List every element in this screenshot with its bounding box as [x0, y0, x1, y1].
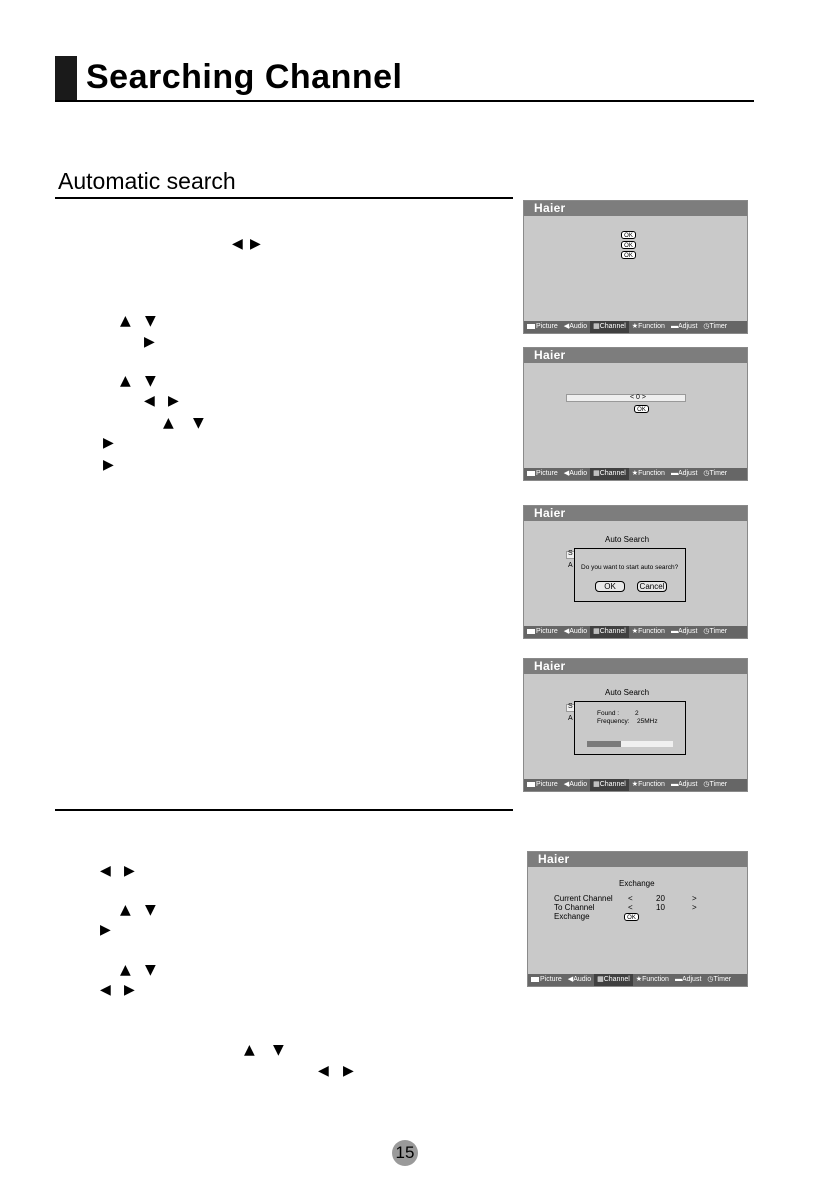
- picture-icon: [527, 629, 535, 634]
- progress-bar: [587, 741, 673, 747]
- menu-tab-bar: [524, 321, 747, 333]
- up-arrow-icon: ▲: [244, 1042, 255, 1058]
- to-channel-label: To Channel: [554, 903, 595, 912]
- found-label: Found :: [597, 710, 620, 717]
- tab-picture: Picture: [524, 626, 561, 638]
- clock-icon: ◷: [703, 781, 710, 788]
- section-title: Automatic search: [58, 168, 236, 194]
- progress-dialog: [574, 701, 686, 755]
- menu-tab-bar: [524, 626, 747, 638]
- down-arrow-icon: ▼: [193, 415, 204, 431]
- exchange-label: Exchange: [554, 912, 590, 921]
- screen-title: Auto Search: [605, 535, 650, 544]
- tab-audio: ◀Audio: [567, 976, 592, 983]
- current-channel-value: 20: [656, 894, 665, 903]
- picture-icon: [531, 977, 539, 982]
- up-arrow-icon: ▲: [120, 902, 131, 918]
- tab-function: ★Function: [631, 323, 665, 330]
- page-title: Searching Channel: [86, 58, 403, 96]
- screen-header: [524, 506, 747, 521]
- clock-icon: ◷: [707, 976, 714, 983]
- adjust-icon: ▬: [670, 323, 678, 330]
- up-arrow-icon: ▲: [120, 962, 131, 978]
- screen-header: [524, 201, 747, 216]
- star-icon: ★: [631, 470, 639, 477]
- star-icon: ★: [631, 781, 639, 788]
- right-arrow-icon: ▶: [124, 863, 135, 879]
- tab-timer: ◷Timer: [707, 976, 732, 983]
- grid-icon: ▦: [593, 323, 600, 330]
- haier-logo: Haier: [534, 506, 566, 520]
- menu-tab-bar: [524, 468, 747, 480]
- screen-header: [528, 852, 747, 867]
- tab-timer: ◷Timer: [703, 470, 728, 477]
- clock-icon: ◷: [703, 323, 710, 330]
- picture-icon: [527, 324, 535, 329]
- found-value: 2: [635, 710, 639, 717]
- tab-adjust: ▬Adjust: [670, 470, 698, 477]
- tab-adjust: ▬Adjust: [670, 781, 698, 788]
- tab-audio: ◀Audio: [563, 781, 588, 788]
- ok-icon: OK: [621, 251, 636, 259]
- title-divider: [55, 100, 754, 102]
- star-icon: ★: [631, 323, 639, 330]
- tab-adjust: ▬Adjust: [670, 628, 698, 635]
- current-channel-right: >: [692, 894, 697, 903]
- tab-adjust: ▬Adjust: [674, 976, 702, 983]
- tab-audio: ◀Audio: [563, 628, 588, 635]
- screen-header: [524, 348, 747, 363]
- behind-s-letter: S: [568, 703, 573, 710]
- tv-menu-screen-2: [523, 347, 748, 481]
- tv-menu-screen-4: [523, 658, 748, 792]
- haier-logo: Haier: [534, 659, 566, 673]
- ok-button[interactable]: OK: [595, 581, 625, 592]
- tab-picture: Picture: [528, 974, 565, 986]
- grid-icon: ▦: [593, 781, 600, 788]
- tab-audio: ◀Audio: [563, 470, 588, 477]
- confirm-dialog: [574, 548, 686, 602]
- picture-icon: [527, 471, 535, 476]
- tab-picture: Picture: [524, 468, 561, 480]
- picture-icon: [527, 782, 535, 787]
- right-arrow-icon: ▶: [168, 393, 179, 409]
- tab-channel: ▦Channel: [590, 321, 629, 333]
- right-arrow-icon: ▶: [124, 982, 135, 998]
- tab-channel: ▦Channel: [590, 468, 629, 480]
- down-arrow-icon: ▼: [273, 1042, 284, 1058]
- ok-icon: OK: [621, 231, 636, 239]
- progress-fill: [587, 741, 621, 747]
- tab-timer: ◷Timer: [703, 781, 728, 788]
- tab-function: ★Function: [631, 470, 665, 477]
- behind-s-letter: S: [568, 550, 573, 557]
- ok-icon: OK: [621, 241, 636, 249]
- tab-channel: ▦Channel: [590, 779, 629, 791]
- right-arrow-icon: ▶: [100, 922, 111, 938]
- left-arrow-icon: ◀: [144, 393, 155, 409]
- down-arrow-icon: ▼: [145, 902, 156, 918]
- adjust-icon: ▬: [670, 628, 678, 635]
- page-number: 15: [392, 1140, 418, 1166]
- to-channel-right: >: [692, 903, 697, 912]
- right-arrow-icon: ▶: [343, 1063, 354, 1079]
- down-arrow-icon: ▼: [145, 313, 156, 329]
- tab-function: ★Function: [635, 976, 669, 983]
- right-arrow-icon: ▶: [103, 435, 114, 451]
- speaker-icon: ◀: [567, 976, 574, 983]
- right-arrow-icon: ▶: [250, 236, 261, 252]
- up-arrow-icon: ▲: [120, 313, 131, 329]
- left-arrow-icon: ◀: [318, 1063, 329, 1079]
- behind-a-letter: A: [568, 715, 573, 722]
- menu-tab-bar: [528, 974, 747, 986]
- haier-logo: Haier: [534, 201, 566, 215]
- left-arrow-icon: ◀: [100, 982, 111, 998]
- left-arrow-icon: ◀: [100, 863, 111, 879]
- tab-timer: ◷Timer: [703, 323, 728, 330]
- tab-function: ★Function: [631, 781, 665, 788]
- adjust-icon: ▬: [670, 781, 678, 788]
- adjust-icon: ▬: [670, 470, 678, 477]
- right-arrow-icon: ▶: [103, 457, 114, 473]
- speaker-icon: ◀: [563, 323, 570, 330]
- up-arrow-icon: ▲: [163, 415, 174, 431]
- tab-audio: ◀Audio: [563, 323, 588, 330]
- tab-channel: ▦Channel: [590, 626, 629, 638]
- speaker-icon: ◀: [563, 470, 570, 477]
- to-channel-left: <: [628, 903, 633, 912]
- to-channel-value: 10: [656, 903, 665, 912]
- clock-icon: ◷: [703, 628, 710, 635]
- grid-icon: ▦: [593, 628, 600, 635]
- tv-menu-screen-3: [523, 505, 748, 639]
- clock-icon: ◷: [703, 470, 710, 477]
- cancel-button[interactable]: Cancel: [637, 581, 667, 592]
- tab-adjust: ▬Adjust: [670, 323, 698, 330]
- frequency-value: 25MHz: [637, 718, 658, 725]
- section-divider: [55, 197, 513, 199]
- speaker-icon: ◀: [563, 628, 570, 635]
- speaker-icon: ◀: [563, 781, 570, 788]
- current-channel-label: Current Channel: [554, 894, 613, 903]
- down-arrow-icon: ▼: [145, 962, 156, 978]
- adjust-icon: ▬: [674, 976, 682, 983]
- frequency-label: Frequency:: [597, 718, 630, 725]
- grid-icon: ▦: [593, 470, 600, 477]
- value-row-bar: [566, 394, 686, 402]
- menu-tab-bar: [524, 779, 747, 791]
- ok-icon: OK: [634, 405, 649, 413]
- ok-icon: OK: [624, 913, 639, 921]
- down-arrow-icon: ▼: [145, 373, 156, 389]
- tab-picture: Picture: [524, 779, 561, 791]
- tab-function: ★Function: [631, 628, 665, 635]
- right-arrow-icon: ▶: [144, 334, 155, 350]
- grid-icon: ▦: [597, 976, 604, 983]
- tab-picture: Picture: [524, 321, 561, 333]
- screen-title: Auto Search: [605, 688, 650, 697]
- tab-channel: ▦Channel: [594, 974, 633, 986]
- tab-timer: ◷Timer: [703, 628, 728, 635]
- tv-menu-screen-1: [523, 200, 748, 334]
- up-arrow-icon: ▲: [120, 373, 131, 389]
- screen-header: [524, 659, 747, 674]
- star-icon: ★: [631, 628, 639, 635]
- behind-a-letter: A: [568, 562, 573, 569]
- haier-logo: Haier: [534, 348, 566, 362]
- tv-menu-screen-5: [527, 851, 748, 987]
- screen-title: Exchange: [619, 879, 655, 888]
- star-icon: ★: [635, 976, 643, 983]
- dialog-text: Do you want to start auto search?: [581, 564, 679, 571]
- value-row: < 0 >: [630, 394, 646, 401]
- title-marker: [55, 56, 77, 100]
- section-divider-2: [55, 809, 513, 811]
- current-channel-left: <: [628, 894, 633, 903]
- haier-logo: Haier: [538, 852, 570, 866]
- left-arrow-icon: ◀: [232, 236, 243, 252]
